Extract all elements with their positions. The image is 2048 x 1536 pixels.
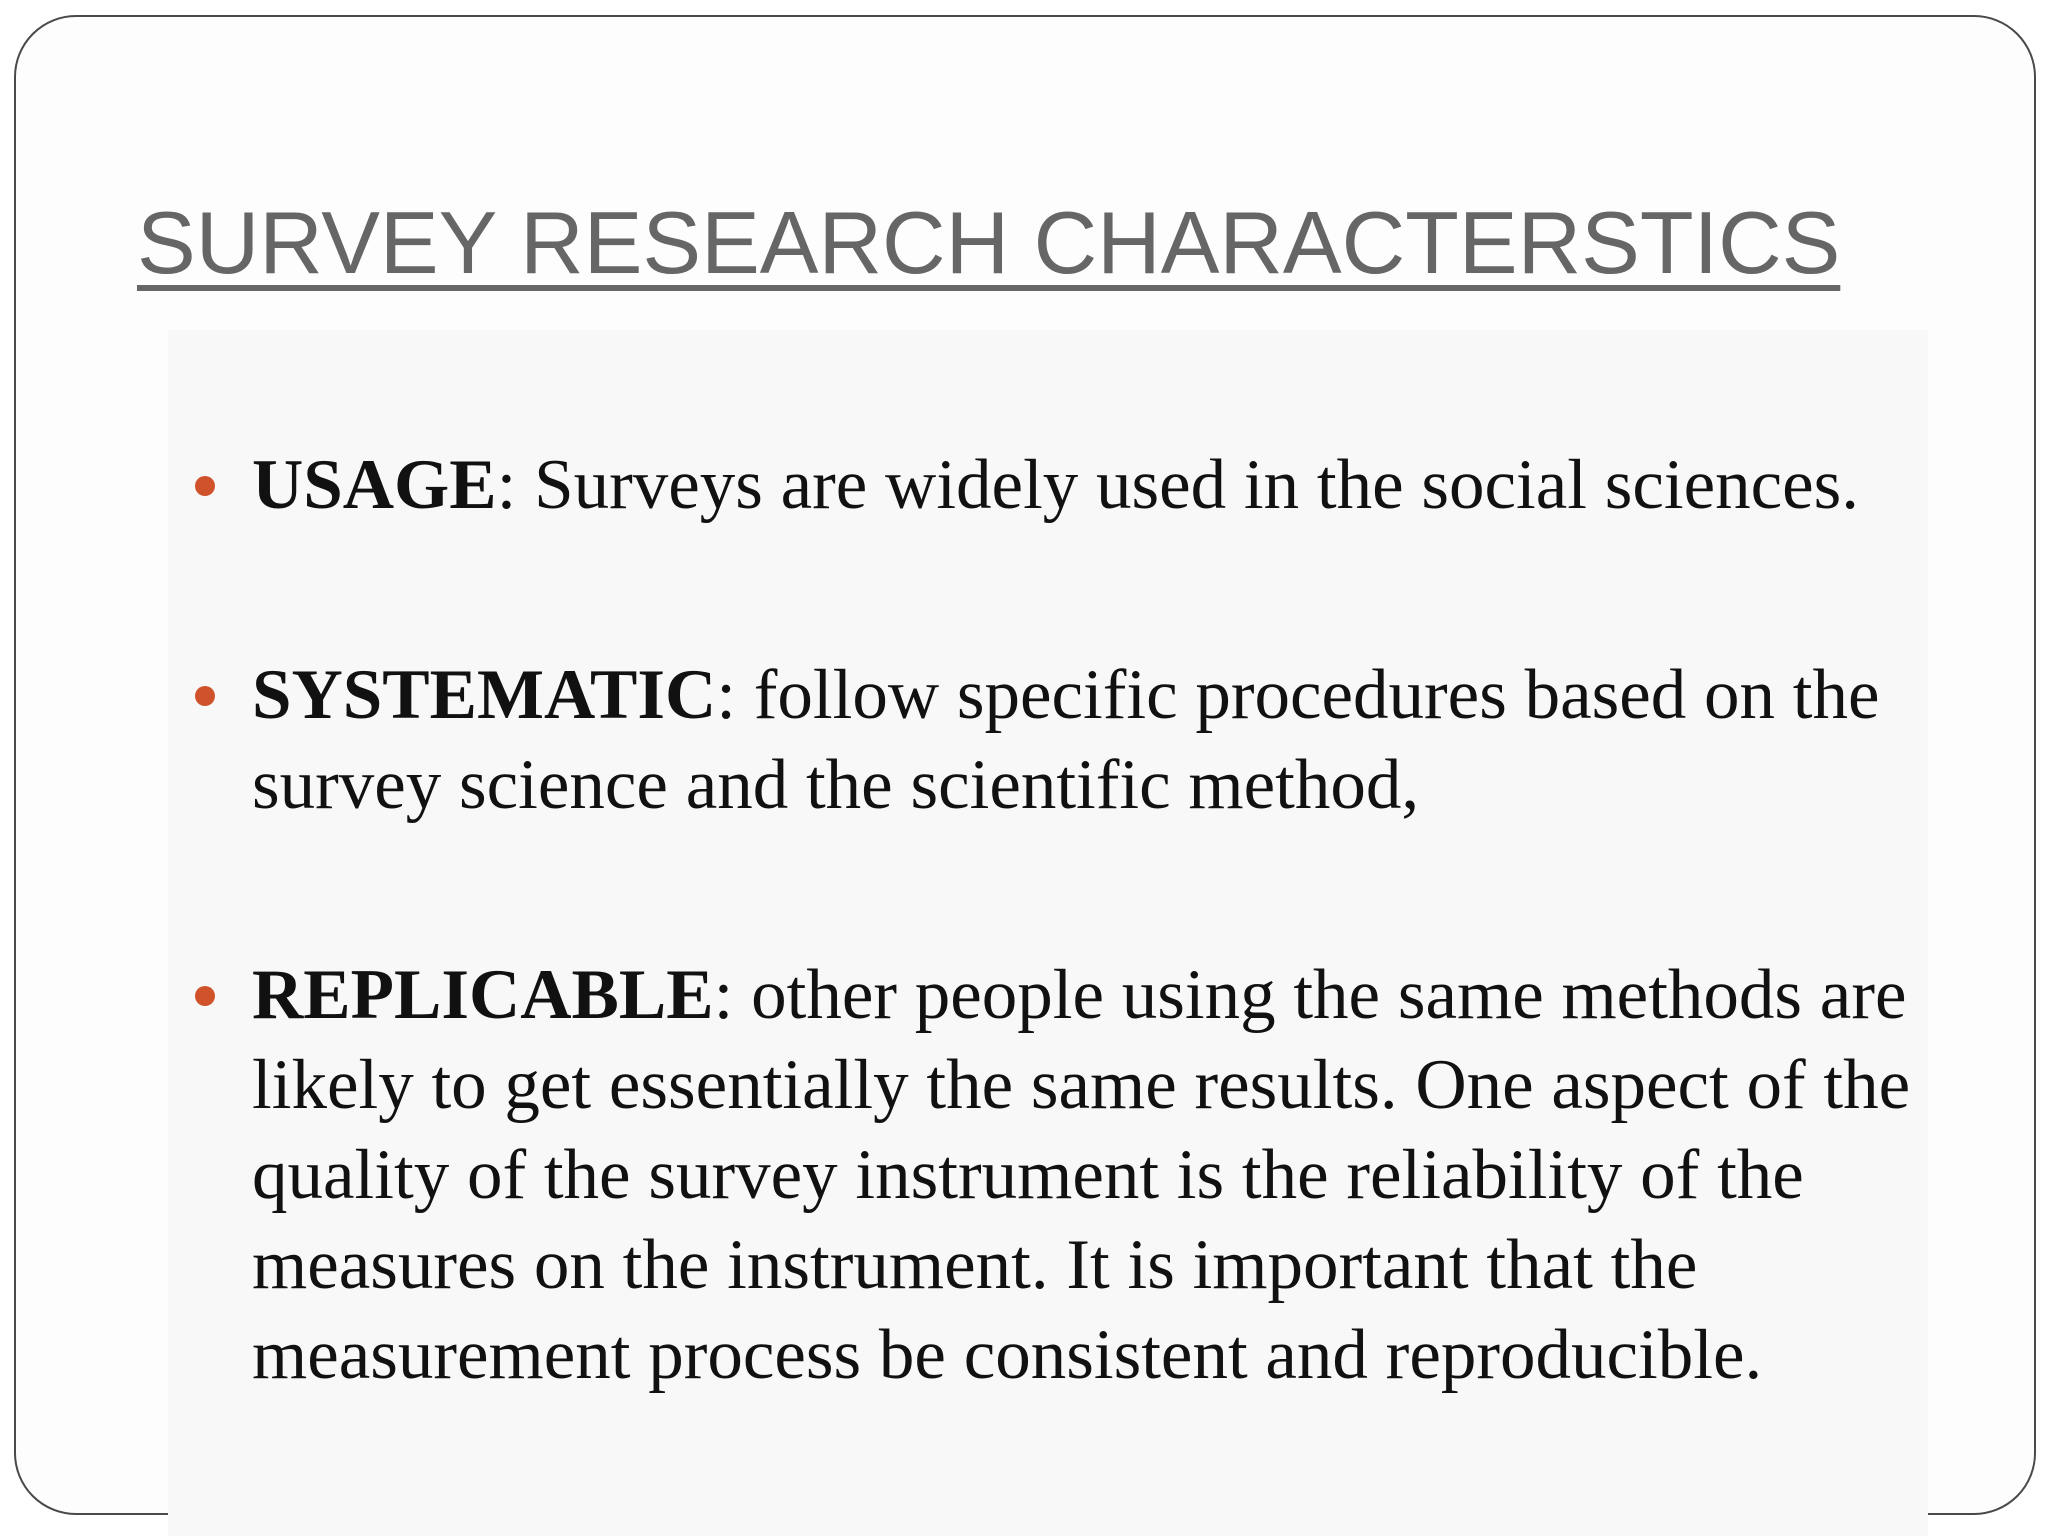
bullet-separator: : — [713, 956, 734, 1034]
bullet-separator: : — [716, 656, 736, 734]
bullet-term: USAGE — [252, 446, 497, 524]
bullet-dot-icon — [195, 986, 215, 1006]
bullet-usage — [252, 440, 1952, 530]
bullet-term: REPLICABLE — [252, 956, 714, 1034]
bullet-dot-icon — [195, 476, 215, 496]
bullet-replicable — [252, 950, 1952, 1400]
bullet-separator: : — [496, 446, 517, 524]
bullet-text: other people using the same methods are likely to get essentially the same results. One aspect of the quality of the survey instrument is the reliability of the measures on the instrument. It is important that the measurement process be consistent and reproducible. — [252, 956, 1911, 1394]
bullet-text: Surveys are widely used in the social sciences. — [516, 446, 1860, 524]
bullet-term: SYSTEMATIC — [252, 656, 717, 734]
bullet-list — [252, 440, 1952, 1400]
slide-title: SURVEY RESEARCH CHARACTERSTICS — [137, 193, 1841, 292]
bullet-systematic — [252, 650, 1952, 830]
bullet-text: follow specific procedures based on the survey science and the scientific method, — [252, 656, 1880, 824]
bullet-dot-icon — [195, 686, 215, 706]
